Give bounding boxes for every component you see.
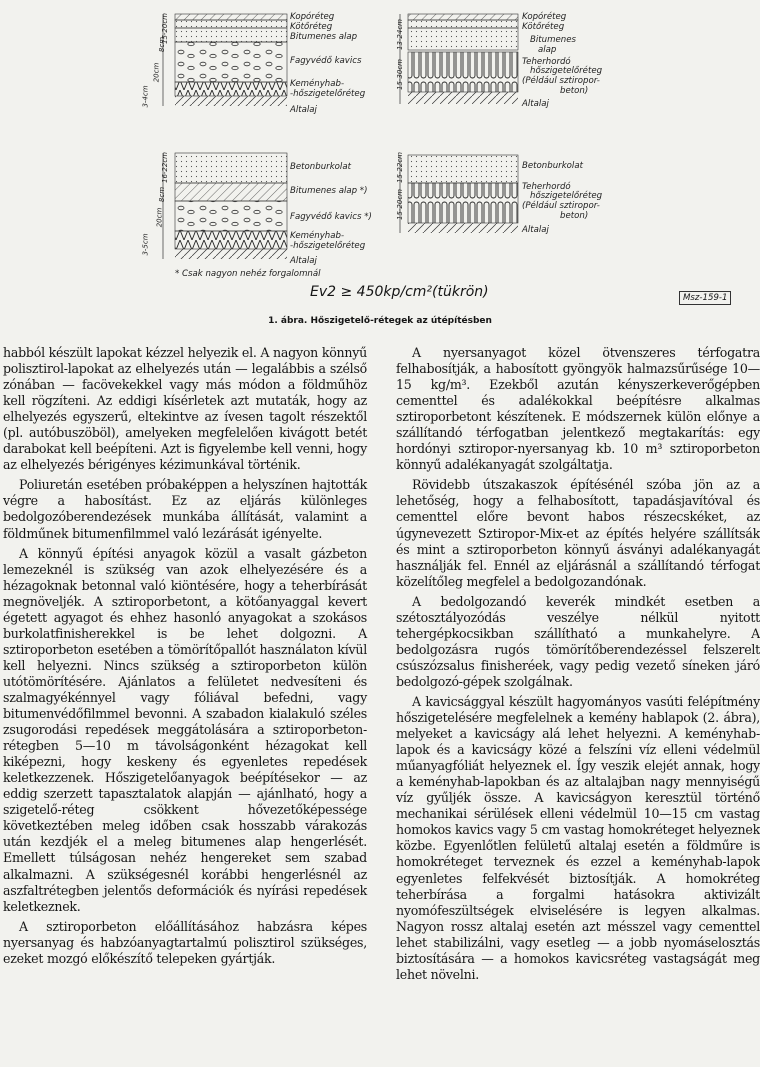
- left-paragraph-3: A könnyű építési anyagok közül a vasalt gázbeton lemezeknél is szükség van azok elhelyezésére és a hézagoknak betonnal való kiöntésére, hogy a teherbírását megnöveljék. A sztiroporbetont, a kötőanyaggal kevert égetett agyagot és ehhez hasonló anyagokat a szokásos burkolatfinisherekkel is be lehet dolgozni. A sztiroporbeton esetében a tömörítőpallót használaton kívül kell helyezni. Nincs szükség a sztiroporbeton külön utótömörítésére. Ajánlatos a felületet nedvesíteni és szalmagyékénnyel vagy fóliával befedni, vagy bitumenvédőfilmmel bevonni. A szabadon kialakuló széles zsugorodási repedések meggátolására a sztiroporbeton-rétegben 5—10 m távolságonként hézagokat kell kiképezni, hogy keskeny és egyenletes repedések keletkezzenek. Hőszigetelőanyagok beépítésekor — az eddig szerzett tapasztalatok alapján — ajánlható, hogy a szigetelő-réteg csökkent hővezetőképessége következtében meleg időben csak hosszabb várakozás után kezdjék el a meleg bitumenes alap hengerlését. Emellett túlságosan nehéz hengereket sem szabad alkalmazni. A szükségesnél korábbi hengerlésnél az aszfaltrétegben jelentős deformációk és nyírási repedések keletkeznek.: [3, 545, 367, 914]
- d3-label-hoszigetelo: -hőszigetelőréteg: [290, 241, 366, 251]
- figure-caption: 1. ábra. Hőszigetelő-rétegek az útépítésben: [268, 316, 492, 326]
- d4-label-beton: Betonburkolat: [522, 161, 583, 171]
- diagram-1-asphalt: [163, 14, 287, 106]
- standard-code-box: Msz-159-1: [679, 291, 731, 305]
- d2-label-koto: Kötőréteg: [522, 22, 565, 32]
- d1-dim-2: 3-4cm: [141, 85, 150, 108]
- left-paragraph-2: Poliuretán esetében próbaképpen a helyszínen hajtották végre a habosítást. Ez az eljárás különleges bedolgozóberendezések munkába állítását, valamint a földműnek bitumenfilmmel való lezárását igényelte.: [3, 477, 367, 541]
- d2-label-bitumenes: Bitumenes: [530, 35, 576, 45]
- d4-label-altalaj: Altalaj: [522, 225, 549, 235]
- right-paragraph-4: A kavicsággyal készült hagyományos vasúti felépítmény hőszigetelésére megfelelnek a kemény hablapok (2. ábra), melyeket a kavicságy alá lehet helyezni. A keményhab-lapok és a kavicságy közé a felszíni víz elleni védelmül műanyagfóliát helyeznek el. Így veszik elejét annak, hogy a keményhab-lapokban és az altalajban nagy mennyiségű víz gyűljék össze. A kavicságyon keresztül történő mechanikai sérülések elleni védelmül 10—15 cm vastag homokos kavics vagy 5 cm vastag homokréteget helyeznek közbe. Egyenlőtlen felületű altalaj esetén a földműre is homokréteget terveznek és ezzel a keményhab-lapok egyenletes felfekvését biztosítják. A homokréteg teherbírása a forgalmi hatásokra aktivizált nyomófeszültségek elviselésére is legyen alkalmas. Nagyon rossz altalaj esetén azt mésszel vagy cementtel lehet stabilizálni, vagy esetleg — a jobb nyomáselosztás biztosítására — a homokos kavicsréteg vastagságát meg lehet növelni.: [396, 693, 760, 982]
- left-paragraph-4: A sztiroporbeton előállításához habzásra képes nyersanyag és habzóanyagtartalmú polisztirol szükséges, ezeket mozgó előkészítő telepeken gyártják.: [3, 918, 367, 966]
- d2-dim-1: 13-24cm: [396, 18, 405, 51]
- d3-dim-3: 20cm: [155, 207, 164, 228]
- d3-label-kemenyhab: Keményhab-: [290, 231, 345, 241]
- d2-label-altalaj: Altalaj: [522, 99, 549, 109]
- d3-dim-1: 16-22cm: [161, 151, 170, 184]
- layer-diagram-drawing: [0, 0, 760, 320]
- figure-layer-diagrams: [0, 0, 760, 330]
- left-paragraph-1: habból készült lapokat kézzel helyezik el. A nagyon könnyű polisztirol-lapokat az elhelyezés után — legalábbis a szélső zónában — facövekekkel vagy más módon a földműhöz kell rögzíteni. Az eddigi kísérletek azt mutaták, hogy az elhelyezés egyszerű, eltekintve az ívesen tagolt részektől (pl. autóbuszöböl), amelyeken megfelelően kivágott betét darabokat kell beépíteni. Azt is figyelembe kell venni, hogy az elhelyezés bérigényes kézimunkával történik.: [3, 345, 367, 473]
- d1-label-kopo: Kopóréteg: [290, 12, 335, 22]
- bearing-formula: Ev2 ≥ 450kp/cm²(tükrön): [310, 284, 489, 300]
- d4-label-hoszigetelo: hőszigetelőréteg: [530, 191, 603, 201]
- d2-label-beton: beton): [560, 86, 589, 96]
- d3-dim-2: 8cm: [158, 186, 167, 203]
- diagram-4-concrete-insulating: [400, 155, 518, 233]
- d2-dim-2: 15-30cm: [396, 58, 405, 91]
- right-paragraph-2: Rövidebb útszakaszok építésénél szóba jön az a lehetőség, hogy a felhabosított, tapadásjavítóval és cementtel előre bevont habos részecskéket, az úgynevezett Sztiropor-Mix-et az építés helyére szállítsák és mint a sztiroporbeton könnyű ásványi adalékanyagát használják fel. Ennél az eljárásnál a szállítandó térfogat közelítőleg megfelel a bedolgozandónak.: [396, 477, 760, 589]
- d3-label-altalaj: Altalaj: [290, 256, 317, 266]
- d4-label-peldaul: (Például sztiropor-: [522, 201, 600, 211]
- d2-label-alap: alap: [538, 45, 557, 55]
- d3-note: * Csak nagyon nehéz forgalomnál: [175, 269, 321, 279]
- d3-label-beton: Betonburkolat: [290, 162, 351, 172]
- d3-dim-4: 3-5cm: [141, 233, 150, 256]
- d1-label-altalaj: Altalaj: [290, 105, 317, 115]
- d1-dim-4: 8cm: [158, 36, 167, 53]
- d1-label-keményhab: Keményhab-: [290, 79, 345, 89]
- diagram-3-concrete: [163, 153, 287, 259]
- left-text-column: [3, 345, 367, 967]
- d4-label-teherhordo: Teherhordó: [522, 182, 571, 192]
- d1-dim-3: 20cm: [152, 62, 161, 83]
- d1-label-hoszigetelo: -hőszigetelőréteg: [290, 89, 366, 99]
- right-paragraph-3: A bedolgozandó keverék mindkét esetben a szétosztályozódás veszélye nélkül nyitott tehergépkocsikban szállítható a munkahelyre. A bedolgozásra rugós tömörítőberendezéssel felszerelt csúszózsalus finisheréek, vagy pedig vezető síneken járó bedolgozó-gépek szolgálnak.: [396, 593, 760, 689]
- d1-dim-1: 15-20cm: [161, 12, 170, 45]
- d4-dim-2: 15-20cm: [396, 188, 405, 221]
- d1-label-koto: Kötőréteg: [290, 22, 333, 32]
- d1-label-bitumenes: Bitumenes alap: [290, 32, 358, 42]
- d2-label-teherhordo: Teherhordó: [522, 57, 571, 67]
- right-paragraph-1: A nyersanyagot közel ötvenszeres térfogatra felhabosítják, a habosított gyöngyök halmazsűrűsége 10—15 kg/m³. Ezekből azután kényszerkeverőgépben cementtel és adalékokkal beépítésre alkalmas sztiroporbetont készítenek. E módszernek külön előnye a szállítandó térfogatban jelentkező megtakarítás: egy hordónyi sztiropor-nyersanyag kb. 10 m³ sztiroporbeton könnyű adalékanyagát szolgáltatja.: [396, 345, 760, 473]
- d2-label-kopo: Kopóréteg: [522, 12, 567, 22]
- diagram-2-asphalt-insulating: [400, 14, 518, 104]
- d4-dim-1: 15-22cm: [396, 151, 405, 184]
- d3-label-bitumenes: Bitumenes alap *): [290, 186, 368, 196]
- d2-label-peldaul: (Például sztiropor-: [522, 76, 600, 86]
- d1-label-fagyvedo: Fagyvédő kavics: [290, 56, 362, 66]
- d3-label-fagyvedo: Fagyvédő kavics *): [290, 212, 372, 222]
- right-text-column: [396, 345, 760, 983]
- d4-label-beton2: beton): [560, 211, 589, 221]
- d2-label-hoszigetelo: hőszigetelőréteg: [530, 66, 603, 76]
